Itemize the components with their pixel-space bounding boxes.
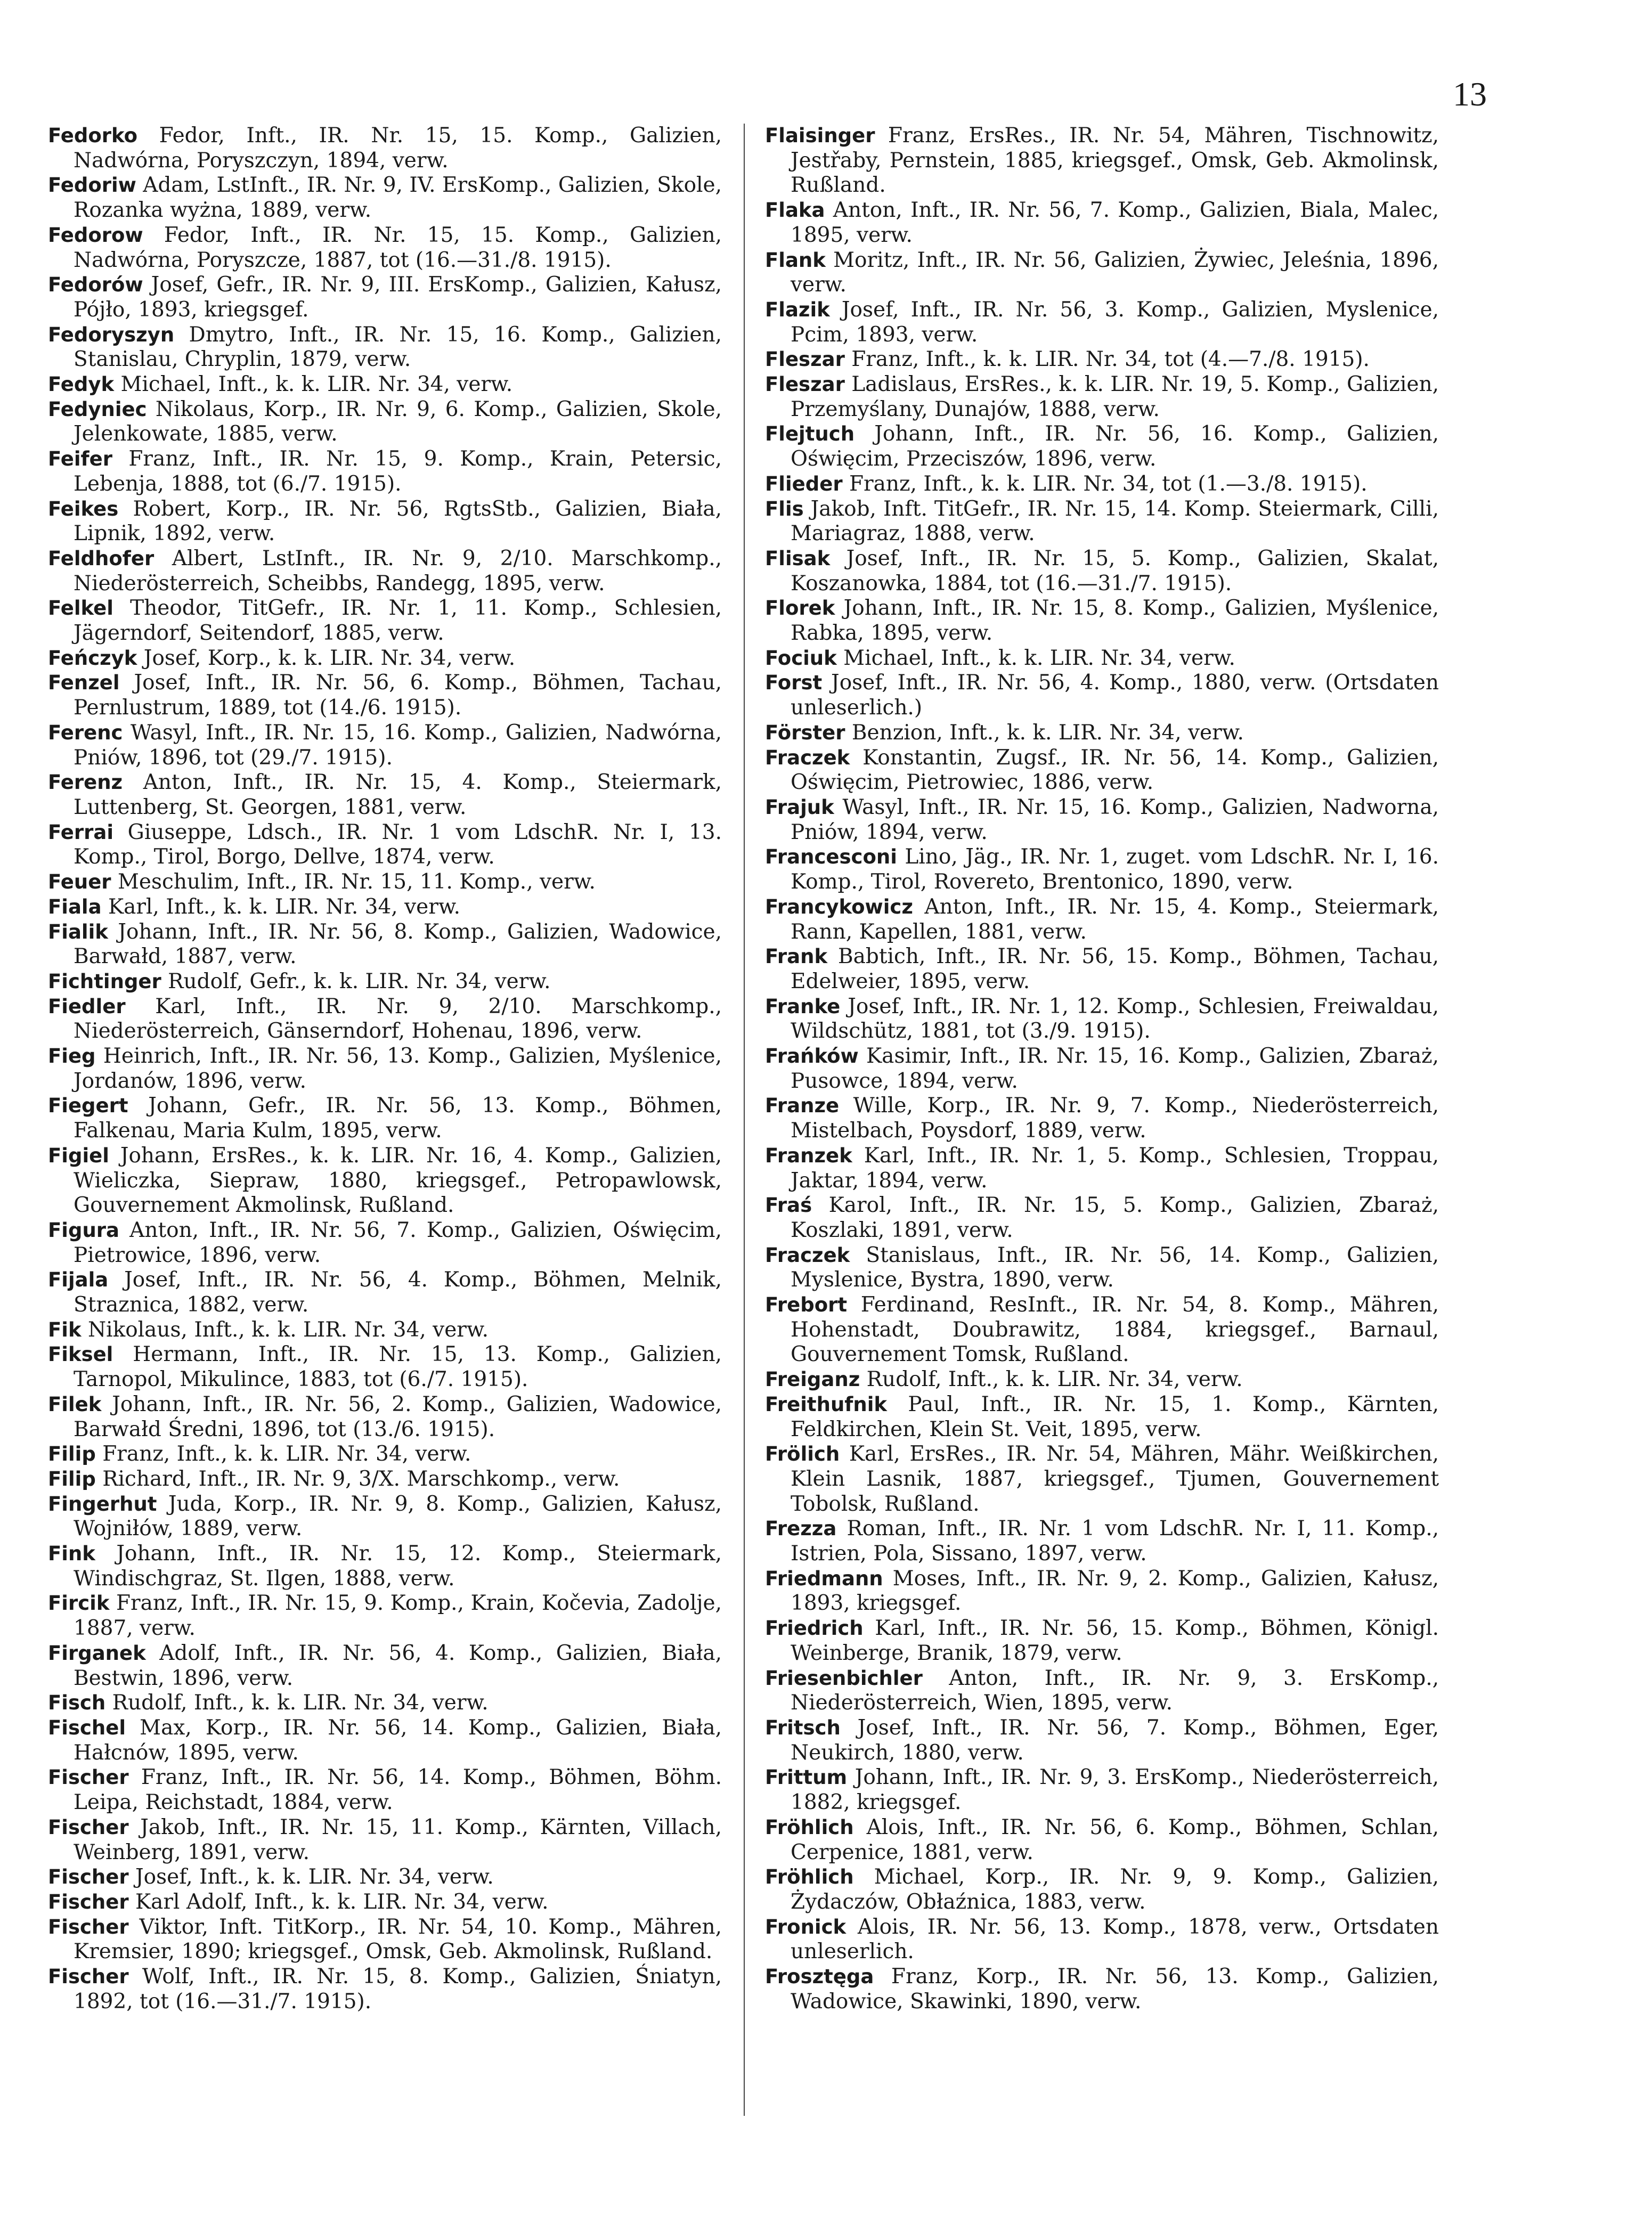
entry-details: Babtich, Inft., IR. Nr. 56, 15. Komp., Böhmen, Tachau, Edelweier, 1895, verw. bbox=[791, 944, 1439, 993]
register-entry bbox=[48, 1865, 722, 1890]
entry-surname: Fiala bbox=[48, 895, 102, 918]
entry-details: Robert, Korp., IR. Nr. 56, RgtsStb., Galizien, Biała, Lipnik, 1892, verw. bbox=[74, 496, 722, 546]
entry-surname: Feldhofer bbox=[48, 547, 154, 570]
entry-details: Moritz, Inft., IR. Nr. 56, Galizien, Żywiec, Jeleśnia, 1896, verw. bbox=[791, 248, 1439, 297]
entry-surname: Friedrich bbox=[765, 1617, 864, 1640]
register-entry bbox=[48, 1641, 722, 1691]
register-entry bbox=[765, 995, 1439, 1044]
entry-details: Franz, Korp., IR. Nr. 56, 13. Komp., Galizien, Wadowice, Skawinki, 1890, verw. bbox=[791, 1965, 1439, 2014]
column-divider bbox=[744, 124, 745, 2116]
entry-surname: Friedmann bbox=[765, 1567, 883, 1590]
register-entry bbox=[48, 1591, 722, 1641]
register-entry bbox=[48, 671, 722, 720]
entry-details: Ladislaus, ErsRes., k. k. LIR. Nr. 19, 5. Komp., Galizien, Przemyślany, Dunajów, 1888, verw. bbox=[791, 372, 1439, 421]
register-entry bbox=[765, 347, 1439, 372]
entry-surname: Flis bbox=[765, 497, 804, 520]
entry-surname: Flieder bbox=[765, 472, 843, 495]
entry-details: Rudolf, Inft., k. k. LIR. Nr. 34, verw. bbox=[105, 1691, 489, 1715]
register-entry bbox=[48, 447, 722, 496]
entry-details: Josef, Gefr., IR. Nr. 9, III. ErsKomp., Galizien, Kałusz, Pójło, 1893, kriegsgef. bbox=[74, 273, 722, 322]
entry-details: Josef, Inft., k. k. LIR. Nr. 34, verw. bbox=[128, 1865, 494, 1889]
entry-surname: Fiksel bbox=[48, 1343, 113, 1366]
entry-surname: Fedyniec bbox=[48, 397, 147, 421]
entry-details: Anton, Inft., IR. Nr. 56, 7. Komp., Galizien, Oświęcim, Pietrowice, 1896, verw. bbox=[74, 1218, 722, 1267]
entry-surname: Fik bbox=[48, 1318, 82, 1341]
entry-details: Meschulim, Inft., IR. Nr. 15, 11. Komp., verw. bbox=[111, 870, 596, 894]
entry-details: Josef, Inft., IR. Nr. 56, 3. Komp., Galizien, Myslenice, Pcim, 1893, verw. bbox=[791, 297, 1439, 347]
register-entry bbox=[48, 646, 722, 671]
entry-surname: Ferenc bbox=[48, 721, 123, 744]
entry-surname: Frezza bbox=[765, 1517, 837, 1541]
entry-surname: Fijala bbox=[48, 1268, 109, 1292]
register-entry bbox=[48, 895, 722, 920]
entry-surname: Filip bbox=[48, 1443, 96, 1466]
entry-details: Rudolf, Inft., k. k. LIR. Nr. 34, verw. bbox=[860, 1367, 1243, 1392]
register-entry bbox=[48, 397, 722, 447]
register-entry bbox=[765, 124, 1439, 198]
register-entry bbox=[765, 1392, 1439, 1442]
register-entry bbox=[48, 1094, 722, 1143]
entry-surname: Francesconi bbox=[765, 845, 897, 869]
register-entry bbox=[48, 1890, 722, 1915]
entry-details: Josef, Korp., k. k. LIR. Nr. 34, verw. bbox=[137, 646, 516, 670]
entry-surname: Flaka bbox=[765, 199, 825, 222]
entry-surname: Fiedler bbox=[48, 995, 126, 1018]
entry-surname: Fieg bbox=[48, 1045, 96, 1068]
entry-surname: Förster bbox=[765, 721, 845, 744]
register-entry bbox=[765, 1044, 1439, 1094]
register-entry bbox=[48, 273, 722, 322]
register-entry bbox=[765, 596, 1439, 646]
entry-details: Franz, Inft., IR. Nr. 15, 9. Komp., Krain, Kočevia, Zadolje, 1887, verw. bbox=[74, 1591, 722, 1641]
register-entry bbox=[48, 1691, 722, 1716]
entry-surname: Franke bbox=[765, 995, 841, 1018]
entry-details: Karl, Inft., IR. Nr. 9, 2/10. Marschkomp., Niederösterreich, Gänserndorf, Hohenau, 1896, verw. bbox=[74, 994, 722, 1044]
entry-surname: Florek bbox=[765, 597, 835, 620]
entry-details: Moses, Inft., IR. Nr. 9, 2. Komp., Galizien, Kałusz, 1893, kriegsgef. bbox=[791, 1566, 1439, 1616]
entry-details: Hermann, Inft., IR. Nr. 15, 13. Komp., Galizien, Tarnopol, Mikulince, 1883, tot (6./7. 1915). bbox=[74, 1342, 722, 1392]
entry-details: Kasimir, Inft., IR. Nr. 15, 16. Komp., Galizien, Zbaraż, Pusowce, 1894, verw. bbox=[791, 1044, 1439, 1093]
entry-surname: Fischer bbox=[48, 1890, 129, 1913]
entry-details: Anton, Inft., IR. Nr. 9, 3. ErsKomp., Niederösterreich, Wien, 1895, verw. bbox=[791, 1666, 1439, 1715]
entry-surname: Frajuk bbox=[765, 795, 834, 819]
entry-surname: Flazik bbox=[765, 298, 830, 321]
entry-surname: Felkel bbox=[48, 597, 113, 620]
entry-details: Viktor, Inft. TitKorp., IR. Nr. 54, 10. Komp., Mähren, Kremsier, 1890; kriegsgef., Omsk, Geb. Akmolinsk, Rußland. bbox=[74, 1914, 722, 1964]
entry-surname: Fingerhut bbox=[48, 1492, 157, 1516]
entry-details: Wille, Korp., IR. Nr. 9, 7. Komp., Niederösterreich, Mistelbach, Poysdorf, 1889, verw. bbox=[791, 1094, 1439, 1143]
register-entry bbox=[765, 1815, 1439, 1865]
right-column bbox=[765, 124, 1439, 2127]
entry-details: Franz, Inft., k. k. LIR. Nr. 34, verw. bbox=[95, 1442, 471, 1467]
register-entry bbox=[765, 1094, 1439, 1143]
entry-details: Giuseppe, Ldsch., IR. Nr. 1 vom LdschR. Nr. I, 13. Komp., Tirol, Borgo, Dellve, 1874, verw. bbox=[74, 820, 722, 869]
entry-details: Johann, Inft., IR. Nr. 15, 8. Komp., Galizien, Myślenice, Rabka, 1895, verw. bbox=[791, 596, 1439, 646]
register-entry bbox=[48, 1765, 722, 1815]
entry-surname: Fedorko bbox=[48, 124, 138, 147]
register-entry bbox=[765, 1865, 1439, 1914]
register-entry bbox=[48, 1915, 722, 1965]
entry-details: Ferdinand, ResInft., IR. Nr. 54, 8. Komp., Mähren, Hohenstadt, Doubrawitz, 1884, kriegsgef., Barnaul, Gouvernement Tomsk, Rußland. bbox=[791, 1293, 1439, 1367]
register-entry bbox=[765, 1367, 1439, 1392]
entry-surname: Fraczek bbox=[765, 746, 850, 769]
entry-surname: Fedoriw bbox=[48, 174, 136, 197]
entry-surname: Fedyk bbox=[48, 373, 115, 396]
entry-surname: Fraś bbox=[765, 1194, 812, 1217]
entry-surname: Freiganz bbox=[765, 1368, 860, 1391]
entry-surname: Filek bbox=[48, 1392, 102, 1416]
entry-details: Johann, Inft., IR. Nr. 56, 2. Komp., Galizien, Wadowice, Barwałd Średni, 1896, tot (13./6. 1915). bbox=[74, 1392, 722, 1441]
entry-details: Franz, Inft., k. k. LIR. Nr. 34, tot (4.—7./8. 1915). bbox=[844, 347, 1370, 372]
register-entry bbox=[765, 1965, 1439, 2014]
register-entry bbox=[765, 944, 1439, 994]
entry-details: Adolf, Inft., IR. Nr. 56, 4. Komp., Galizien, Biała, Bestwin, 1896, verw. bbox=[74, 1641, 722, 1690]
entry-surname: Flank bbox=[765, 248, 826, 272]
entry-details: Fedor, Inft., IR. Nr. 15, 15. Komp., Galizien, Nadwórna, Poryszcze, 1887, tot (16.—31./8. 1915). bbox=[74, 223, 722, 272]
entry-details: Michael, Inft., k. k. LIR. Nr. 34, verw. bbox=[114, 372, 513, 397]
register-entry bbox=[48, 223, 722, 273]
register-entry bbox=[48, 124, 722, 173]
entry-details: Richard, Inft., IR. Nr. 9, 3/X. Marschkomp., verw. bbox=[95, 1467, 620, 1491]
register-entry bbox=[48, 1318, 722, 1343]
register-entry bbox=[48, 920, 722, 970]
register-entry bbox=[765, 198, 1439, 248]
entry-details: Fedor, Inft., IR. Nr. 15, 15. Komp., Galizien, Nadwórna, Poryszczyn, 1894, verw. bbox=[74, 124, 722, 173]
entry-details: Alois, IR. Nr. 56, 13. Komp., 1878, verw., Ortsdaten unleserlich. bbox=[791, 1914, 1439, 1964]
entry-surname: Figiel bbox=[48, 1144, 109, 1167]
register-entry bbox=[48, 1542, 722, 1591]
register-entry bbox=[48, 1342, 722, 1392]
register-entry bbox=[48, 1044, 722, 1094]
entry-details: Anton, Inft., IR. Nr. 15, 4. Komp., Steiermark, Luttenberg, St. Georgen, 1881, verw. bbox=[74, 770, 722, 819]
entry-surname: Forst bbox=[765, 671, 823, 695]
entry-details: Josef, Inft., IR. Nr. 15, 5. Komp., Galizien, Skalat, Koszanowka, 1884, tot (16.—31./7. 1915). bbox=[791, 546, 1439, 596]
entry-surname: Franzek bbox=[765, 1144, 852, 1167]
entry-details: Lino, Jäg., IR. Nr. 1, zuget. vom LdschR. Nr. I, 16. Komp., Tirol, Rovereto, Brentonico, 1890, verw. bbox=[791, 845, 1439, 894]
entry-surname: Feńczyk bbox=[48, 646, 137, 670]
register-entry bbox=[765, 1517, 1439, 1566]
entry-surname: Fircik bbox=[48, 1592, 110, 1615]
entry-details: Anton, Inft., IR. Nr. 15, 4. Komp., Steiermark, Rann, Kapellen, 1881, verw. bbox=[791, 894, 1439, 944]
entry-details: Johann, Inft., IR. Nr. 56, 16. Komp., Galizien, Oświęcim, Przeciszów, 1896, verw. bbox=[791, 422, 1439, 471]
register-entry bbox=[48, 1268, 722, 1317]
entry-details: Wasyl, Inft., IR. Nr. 15, 16. Komp., Galizien, Nadworna, Pniów, 1894, verw. bbox=[791, 795, 1439, 844]
entry-surname: Fleszar bbox=[765, 373, 845, 396]
register-entry bbox=[48, 721, 722, 770]
register-entry bbox=[765, 472, 1439, 497]
entry-surname: Figura bbox=[48, 1218, 119, 1242]
entry-details: Nikolaus, Inft., k. k. LIR. Nr. 34, verw. bbox=[81, 1317, 489, 1342]
entry-surname: Frebort bbox=[765, 1293, 848, 1317]
entry-surname: Fischer bbox=[48, 1915, 129, 1938]
register-entry bbox=[48, 770, 722, 820]
register-entry bbox=[48, 547, 722, 596]
entry-details: Rudolf, Gefr., k. k. LIR. Nr. 34, verw. bbox=[161, 969, 551, 993]
entry-details: Jakob, Inft. TitGefr., IR. Nr. 15, 14. Komp. Steiermark, Cilli, Mariagraz, 1888, verw. bbox=[791, 496, 1439, 546]
entry-details: Franz, Inft., k. k. LIR. Nr. 34, tot (1.—3./8. 1915). bbox=[842, 471, 1368, 496]
entry-details: Jakob, Inft., IR. Nr. 15, 11. Komp., Kärnten, Villach, Weinberg, 1891, verw. bbox=[74, 1815, 722, 1864]
entry-details: Michael, Inft., k. k. LIR. Nr. 34, verw. bbox=[836, 646, 1235, 670]
entry-surname: Frölich bbox=[765, 1443, 840, 1466]
entry-details: Adam, LstInft., IR. Nr. 9, IV. ErsKomp., Galizien, Skole, Rozanka wyżna, 1889, verw. bbox=[74, 173, 722, 223]
entry-details: Johann, ErsRes., k. k. LIR. Nr. 16, 4. Komp., Galizien, Wieliczka, Siepraw, 1880, kriegsgef., Petropawlowsk, Gouvernement Akmolinsk, Rußland. bbox=[74, 1143, 722, 1218]
entry-details: Wolf, Inft., IR. Nr. 15, 8. Komp., Galizien, Śniatyn, 1892, tot (16.—31./7. 1915). bbox=[74, 1965, 722, 2014]
entry-surname: Fronick bbox=[765, 1915, 847, 1938]
entry-details: Johann, Gefr., IR. Nr. 56, 13. Komp., Böhmen, Falkenau, Maria Kulm, 1895, verw. bbox=[74, 1094, 722, 1143]
entry-details: Karol, Inft., IR. Nr. 15, 5. Komp., Galizien, Zbaraż, Koszlaki, 1891, verw. bbox=[791, 1193, 1439, 1242]
register-entry bbox=[765, 1144, 1439, 1193]
entry-surname: Fischer bbox=[48, 1766, 129, 1789]
register-entry bbox=[48, 323, 722, 372]
entry-surname: Fischer bbox=[48, 1965, 129, 1989]
entry-surname: Feuer bbox=[48, 870, 111, 894]
entry-details: Anton, Inft., IR. Nr. 56, 7. Komp., Galizien, Biala, Malec, 1895, verw. bbox=[791, 198, 1439, 247]
register-entry bbox=[765, 547, 1439, 596]
entry-details: Josef, Inft., IR. Nr. 56, 4. Komp., Böhmen, Melnik, Straznica, 1882, verw. bbox=[74, 1268, 722, 1317]
entry-details: Johann, Inft., IR. Nr. 9, 3. ErsKomp., Niederösterreich, 1882, kriegsgef. bbox=[791, 1765, 1439, 1815]
register-entry bbox=[48, 1218, 722, 1268]
entry-surname: Fischel bbox=[48, 1716, 126, 1739]
entry-surname: Fischer bbox=[48, 1815, 129, 1839]
register-entry bbox=[765, 1193, 1439, 1243]
entry-surname: Fedoryszyn bbox=[48, 323, 175, 346]
entry-details: Heinrich, Inft., IR. Nr. 56, 13. Komp., Galizien, Myślenice, Jordanów, 1896, verw. bbox=[74, 1044, 722, 1093]
register-entry bbox=[765, 248, 1439, 298]
entry-surname: Fleszar bbox=[765, 348, 845, 371]
entry-surname: Fraczek bbox=[765, 1243, 850, 1267]
entry-surname: Francykowicz bbox=[765, 895, 913, 918]
register-entry bbox=[765, 1666, 1439, 1716]
register-entry bbox=[48, 1492, 722, 1542]
entry-surname: Firganek bbox=[48, 1641, 146, 1665]
register-entry bbox=[48, 596, 722, 646]
entry-surname: Flaisinger bbox=[765, 124, 875, 147]
entry-surname: Fedorow bbox=[48, 223, 143, 247]
entry-surname: Feifer bbox=[48, 447, 112, 471]
entry-details: Alois, Inft., IR. Nr. 56, 6. Komp., Böhmen, Schlan, Cerpenice, 1881, verw. bbox=[791, 1815, 1439, 1864]
register-entry bbox=[765, 422, 1439, 471]
entry-surname: Flejtuch bbox=[765, 422, 855, 446]
register-entry bbox=[765, 845, 1439, 894]
register-entry bbox=[48, 1716, 722, 1765]
register-entry bbox=[765, 1243, 1439, 1293]
register-entry bbox=[48, 1965, 722, 2014]
entry-surname: Ferenz bbox=[48, 771, 123, 794]
entry-surname: Fialik bbox=[48, 920, 108, 943]
entry-surname: Fröhlich bbox=[765, 1815, 854, 1839]
register-entry bbox=[48, 173, 722, 223]
register-entry bbox=[48, 1392, 722, 1442]
entry-details: Paul, Inft., IR. Nr. 15, 1. Komp., Kärnten, Feldkirchen, Klein St. Veit, 1895, verw. bbox=[791, 1392, 1439, 1441]
register-entry bbox=[48, 995, 722, 1044]
register-entry bbox=[765, 1915, 1439, 1965]
register-entry bbox=[765, 721, 1439, 746]
register-entry bbox=[765, 671, 1439, 720]
register-entry bbox=[48, 1467, 722, 1492]
entry-details: Max, Korp., IR. Nr. 56, 14. Komp., Galizien, Biała, Hałcnów, 1895, verw. bbox=[74, 1716, 722, 1765]
register-entry bbox=[765, 1293, 1439, 1367]
entry-details: Juda, Korp., IR. Nr. 9, 8. Komp., Galizien, Kałusz, Wojniłów, 1889, verw. bbox=[74, 1492, 722, 1541]
entry-surname: Flisak bbox=[765, 547, 831, 570]
entry-surname: Feikes bbox=[48, 497, 119, 520]
entry-details: Karl Adolf, Inft., k. k. LIR. Nr. 34, verw. bbox=[128, 1889, 549, 1914]
entry-details: Michael, Korp., IR. Nr. 9, 9. Komp., Galizien, Żydaczów, Obłaźnica, 1883, verw. bbox=[791, 1865, 1439, 1914]
entry-details: Johann, Inft., IR. Nr. 56, 8. Komp., Galizien, Wadowice, Barwałd, 1887, verw. bbox=[74, 919, 722, 969]
entry-details: Karl, Inft., IR. Nr. 1, 5. Komp., Schlesien, Troppau, Jaktar, 1894, verw. bbox=[791, 1143, 1439, 1193]
register-entry bbox=[765, 746, 1439, 795]
entry-details: Franz, Inft., IR. Nr. 56, 14. Komp., Böhmen, Böhm. Leipa, Reichstadt, 1884, verw. bbox=[74, 1765, 722, 1815]
entry-details: Josef, Inft., IR. Nr. 56, 7. Komp., Böhmen, Eger, Neukirch, 1880, verw. bbox=[791, 1716, 1439, 1765]
register-entry bbox=[48, 820, 722, 870]
entry-surname: Ferrai bbox=[48, 820, 114, 844]
register-entry bbox=[765, 1716, 1439, 1765]
register-entry bbox=[765, 497, 1439, 547]
entry-surname: Frańków bbox=[765, 1045, 859, 1068]
register-entry bbox=[48, 970, 722, 995]
left-column bbox=[48, 124, 722, 2127]
entry-surname: Frosztęga bbox=[765, 1965, 874, 1989]
entry-details: Wasyl, Inft., IR. Nr. 15, 16. Komp., Galizien, Nadwórna, Pniów, 1896, tot (29./7. 1915). bbox=[74, 720, 722, 770]
entry-details: Karl, Inft., k. k. LIR. Nr. 34, verw. bbox=[101, 894, 461, 919]
register-entry bbox=[48, 372, 722, 397]
register-entry bbox=[48, 497, 722, 547]
entry-details: Josef, Inft., IR. Nr. 56, 4. Komp., 1880, verw. (Ortsdaten unleserlich.) bbox=[791, 671, 1439, 720]
entry-surname: Fischer bbox=[48, 1865, 129, 1889]
register-entry bbox=[765, 646, 1439, 671]
entry-details: Josef, Inft., IR. Nr. 1, 12. Komp., Schlesien, Freiwaldau, Wildschütz, 1881, tot (3./9. 1915). bbox=[791, 994, 1439, 1044]
entry-details: Karl, Inft., IR. Nr. 56, 15. Komp., Böhmen, Königl. Weinberge, Branik, 1879, verw. bbox=[791, 1616, 1439, 1665]
register-entry bbox=[765, 895, 1439, 944]
entry-surname: Friesenbichler bbox=[765, 1666, 923, 1690]
entry-surname: Franze bbox=[765, 1094, 840, 1118]
entry-details: Franz, Inft., IR. Nr. 15, 9. Komp., Krain, Petersic, Lebenja, 1888, tot (6./7. 1915). bbox=[74, 447, 722, 496]
entry-surname: Fink bbox=[48, 1542, 95, 1566]
entry-details: Roman, Inft., IR. Nr. 1 vom LdschR. Nr. I, 11. Komp., Istrien, Pola, Sissano, 1897, verw. bbox=[791, 1517, 1439, 1566]
register-entry bbox=[765, 1616, 1439, 1666]
entry-details: Nikolaus, Korp., IR. Nr. 9, 6. Komp., Galizien, Skole, Jelenkowate, 1885, verw. bbox=[74, 397, 722, 446]
entry-details: Stanislaus, Inft., IR. Nr. 56, 14. Komp., Galizien, Myslenice, Bystra, 1890, verw. bbox=[791, 1243, 1439, 1292]
register-entry bbox=[48, 870, 722, 895]
register-entry bbox=[765, 795, 1439, 845]
entry-details: Johann, Inft., IR. Nr. 15, 12. Komp., Steiermark, Windischgraz, St. Ilgen, 1888, verw. bbox=[74, 1542, 722, 1591]
entry-surname: Filip bbox=[48, 1467, 96, 1490]
register-entry bbox=[48, 1815, 722, 1865]
entry-surname: Frank bbox=[765, 945, 828, 968]
register-entry bbox=[48, 1442, 722, 1467]
entry-surname: Frittum bbox=[765, 1766, 848, 1789]
entry-details: Theodor, TitGefr., IR. Nr. 1, 11. Komp., Schlesien, Jägerndorf, Seitendorf, 1885, verw. bbox=[74, 596, 722, 646]
entry-surname: Fisch bbox=[48, 1691, 106, 1715]
entry-surname: Freithufnik bbox=[765, 1392, 888, 1416]
entry-surname: Fiegert bbox=[48, 1094, 128, 1118]
entry-surname: Fichtinger bbox=[48, 970, 161, 993]
entry-details: Josef, Inft., IR. Nr. 56, 6. Komp., Böhmen, Tachau, Pernlustrum, 1889, tot (14./6. 1915). bbox=[74, 671, 722, 720]
entry-surname: Fenzel bbox=[48, 671, 120, 695]
entry-surname: Fedorów bbox=[48, 273, 143, 297]
entry-details: Dmytro, Inft., IR. Nr. 15, 16. Komp., Galizien, Stanislau, Chryplin, 1879, verw. bbox=[74, 322, 722, 372]
entry-details: Karl, ErsRes., IR. Nr. 54, Mähren, Mähr. Weißkirchen, Klein Lasnik, 1887, kriegsgef., Tjumen, Gouvernement Tobolsk, Rußland. bbox=[791, 1442, 1439, 1516]
entry-surname: Fociuk bbox=[765, 646, 837, 670]
entry-details: Benzion, Inft., k. k. LIR. Nr. 34, verw. bbox=[845, 720, 1244, 745]
register-entry bbox=[765, 372, 1439, 422]
register-entry bbox=[765, 1765, 1439, 1815]
register-entry bbox=[765, 1442, 1439, 1517]
register-entry bbox=[765, 1567, 1439, 1616]
register-entry bbox=[765, 298, 1439, 347]
entry-surname: Fröhlich bbox=[765, 1865, 854, 1889]
register-entry bbox=[48, 1144, 722, 1218]
entry-details: Albert, LstInft., IR. Nr. 9, 2/10. Marschkomp., Niederösterreich, Scheibbs, Randegg, 1895, verw. bbox=[74, 546, 722, 596]
entry-details: Franz, ErsRes., IR. Nr. 54, Mähren, Tischnowitz, Jestřaby, Pernstein, 1885, kriegsgef., Omsk, Geb. Akmolinsk, Rußland. bbox=[791, 124, 1439, 198]
entry-surname: Fritsch bbox=[765, 1716, 841, 1739]
page-number: 13 bbox=[1453, 75, 1487, 113]
entry-details: Konstantin, Zugsf., IR. Nr. 56, 14. Komp., Galizien, Oświęcim, Pietrowiec, 1886, verw. bbox=[791, 745, 1439, 795]
